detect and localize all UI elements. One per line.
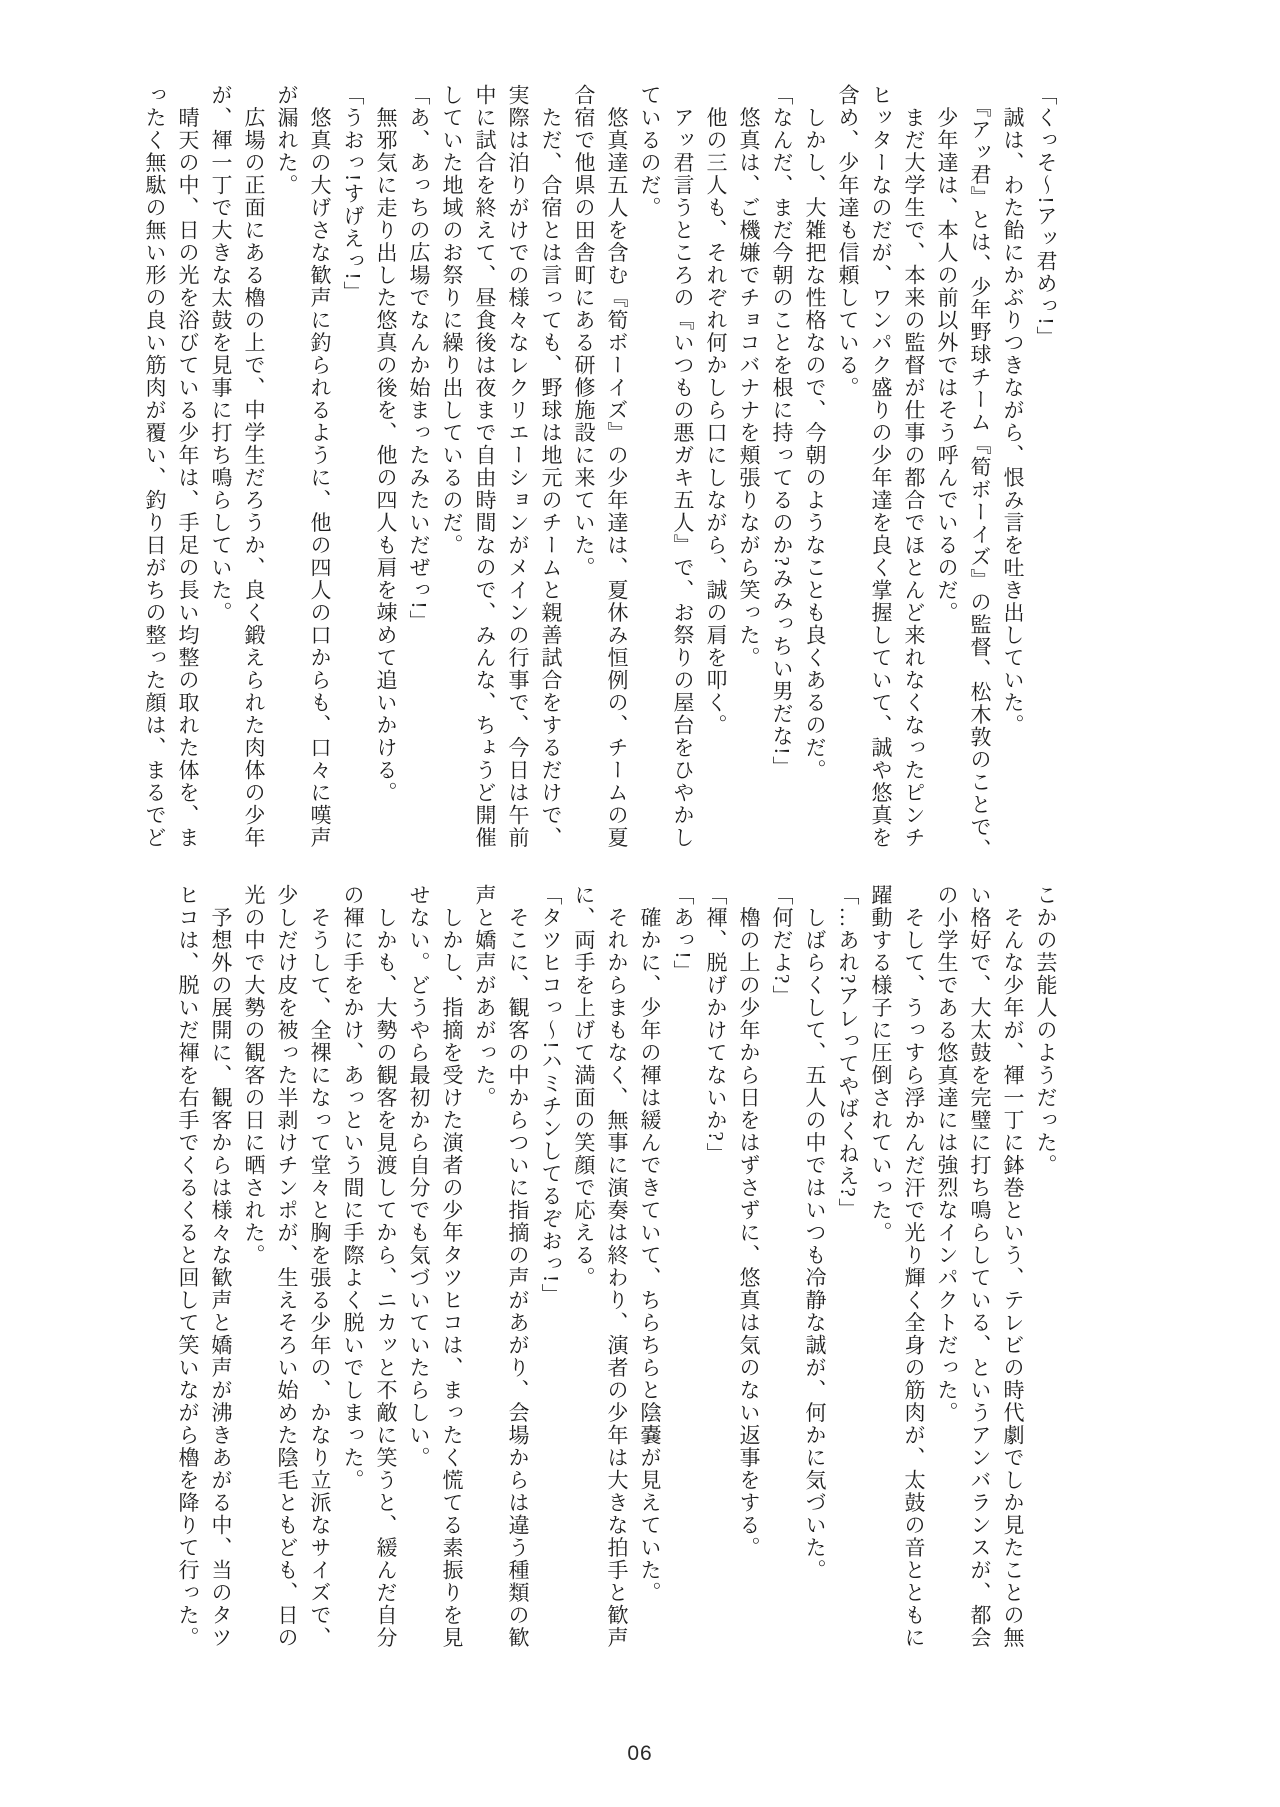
text-line: 中に試合を終えて、昼食後は夜まで自由時間なので、みんな、ちょうど開催 [473,84,497,849]
text-line: 少年達は、本人の前以外ではそう呼んでいるのだ。 [935,84,959,624]
text-line: そんな少年が、褌一丁に鉢巻という、テレビの時代劇でしか見たことの無 [1001,884,1025,1649]
text-line: していた地域のお祭りに繰り出しているのだ。 [440,84,464,557]
text-line: 躍動する様子に圧倒されていった。 [869,884,893,1244]
text-line: 悠真の大げさな歓声に釣られるように、他の四人の口からも、口々に嘆声 [308,84,332,849]
text-line: 「あっ!」 [671,884,695,983]
text-line: 光の中で大勢の観客の日に晒された。 [242,884,266,1267]
text-line: 「タツヒコっ〜!ハミチンしてるぞおっ!」 [539,884,563,1306]
text-line: 晴天の中、日の光を浴びている少年は、手足の長い均整の取れた体を、ま [176,84,200,849]
text-line: に、両手を上げて満面の笑顔で応える。 [572,884,596,1289]
text-line: アッ君言うところの『いつもの悪ガキ五人』で、お祭りの屋台をひやかし [671,84,695,849]
text-line: の小学生である悠真達には強烈なインパクトだった。 [935,884,959,1424]
text-line: それからまもなく、無事に演奏は終わり、演者の少年は大きな拍手と歓声 [605,884,629,1649]
text-line: 「うおっ!すげえっ!」 [341,84,365,304]
text-line: しばらくして、五人の中ではいつも冷静な誠が、何かに気づいた。 [803,884,827,1582]
text-line: 合宿で他県の田舎町にある研修施設に来ていた。 [572,84,596,579]
text-line: 「…あれ?アレってやばくねえ?」 [836,884,860,1221]
text-line: ただ、合宿とは言っても、野球は地元のチームと親善試合をするだけで、 [539,84,563,849]
text-line: 広場の正面にある櫓の上で、中学生だろうか、良く鍛えられた肉体の少年 [242,84,266,849]
text-line: 「くっそ〜!アッ君めっ!」 [1034,84,1058,349]
text-line: 実際は泊りがけでの様々なレクリエーションがメインの行事で、今日は午前 [506,84,530,849]
text-line: しかも、大勢の観客を見渡してから、ニカッと不敵に笑うと、緩んだ自分 [374,884,398,1649]
text-line: 『アッ君』とは、少年野球チーム『筍ボーイズ』の監督、松木敦のことで、 [968,84,992,861]
text-line: 「なんだ、まだ今朝のことを根に持ってるのか?みみっちい男だな!」 [770,84,794,779]
text-line: しかし、大雑把な性格なので、今朝のようなことも良くあるのだ。 [803,84,827,782]
text-line: 予想外の展開に、観客からは様々な歓声と嬌声が沸きあがる中、当のタツ [209,884,233,1649]
text-line: 「褌、脱げかけてないか?」 [704,884,728,1165]
text-line: ったく無駄の無い形の良い筋肉が覆い、釣り日がちの整った顔は、まるでど [143,84,167,849]
text-line: 他の三人も、それぞれ何かしら口にしながら、誠の肩を叩く。 [704,84,728,737]
text-line: が、褌一丁で大きな太鼓を見事に打ち鳴らしていた。 [209,84,233,624]
text-line: こかの芸能人のようだった。 [1034,884,1058,1177]
text-line: 含め、少年達も信頼している。 [836,84,860,399]
text-line: が漏れた。 [275,84,299,197]
text-line: 確かに、少年の褌は緩んできていて、ちらちらと陰嚢が見えていた。 [638,884,662,1604]
text-line: しかし、指摘を受けた演者の少年タツヒコは、まったく慌てる素振りを見 [440,884,464,1649]
text-line: ているのだ。 [638,84,662,219]
text-line: 誠は、わた飴にかぶりつきながら、恨み言を吐き出していた。 [1001,84,1025,737]
bottom-text-block [171,884,1062,1664]
text-line: そこに、観客の中からついに指摘の声があがり、会場からは違う種類の歓 [506,884,530,1649]
text-line: せない。どうやら最初から自分でも気づいていたらしい。 [407,884,431,1469]
text-line: そうして、全裸になって堂々と胸を張る少年の、かなり立派なサイズで、 [308,884,332,1649]
text-line: の褌に手をかけ、あっという間に手際よく脱いでしまった。 [341,884,365,1492]
text-line: まだ大学生で、本来の監督が仕事の都合でほとんど来れなくなったピンチ [902,84,926,849]
page-number: 06 [627,1742,653,1765]
text-line: 「あ、あっちの広場でなんか始まったみたいだぜっ!」 [407,84,431,633]
text-line: 声と嬌声があがった。 [473,884,497,1109]
text-line: い格好で、大太鼓を完璧に打ち鳴らしている、というアンバランスが、都会 [968,884,992,1649]
text-line: 「何だよ?」 [770,884,794,1008]
text-line: そして、うっすら浮かんだ汗で光り輝く全身の筋肉が、太鼓の音とともに [902,884,926,1649]
top-text-block [138,84,1062,864]
text-line: ヒッターなのだが、ワンパク盛りの少年達を良く掌握していて、誠や悠真を [869,84,893,849]
text-line: 無邪気に走り出した悠真の後を、他の四人も肩を竦めて追いかける。 [374,84,398,804]
text-line: 櫓の上の少年から日をはずさずに、悠真は気のない返事をする。 [737,884,761,1559]
text-line: 悠真達五人を含む『筍ボーイズ』の少年達は、夏休み恒例の、チームの夏 [605,84,629,849]
text-line: 悠真は、ご機嫌でチョコバナナを頬張りながら笑った。 [737,84,761,669]
text-line: ヒコは、脱いだ褌を右手でくるくると回して笑いながら櫓を降りて行った。 [176,884,200,1649]
text-line: 少しだけ皮を被った半剥けチンポが、生えそろい始めた陰毛ともども、日の [275,884,299,1649]
